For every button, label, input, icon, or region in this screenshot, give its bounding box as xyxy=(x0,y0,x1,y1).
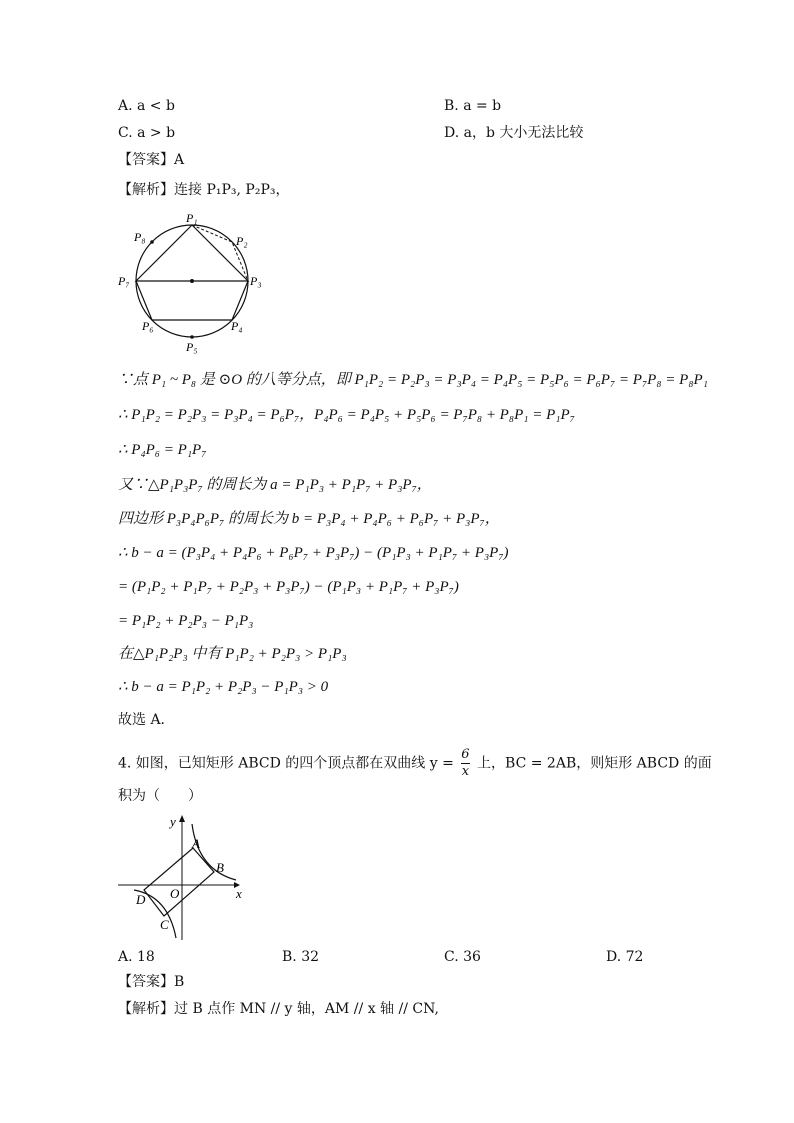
q4-fraction xyxy=(461,747,469,780)
label-o: O xyxy=(170,886,180,901)
q4-stem-line2: 积为（ ） xyxy=(118,788,202,804)
step-10: ∴ b − a = P₁P₂ + P₂P₃ − P₁P₃ > 0 xyxy=(118,679,329,695)
q4-option-a: A. 18 xyxy=(118,949,155,965)
label-b: B xyxy=(216,860,224,875)
step-9: 在△P₁P₂P₃ 中有 P₁P₂ + P₂P₃ > P₁P₃ xyxy=(118,646,347,662)
p8-dot xyxy=(150,240,154,244)
y-arrow xyxy=(179,815,185,822)
label-c: C xyxy=(160,917,169,932)
label-p4: P₄ xyxy=(231,319,243,333)
q4-option-c: C. 36 xyxy=(444,949,481,965)
frac-num: 6 xyxy=(461,747,470,762)
step-11: 故选 A． xyxy=(118,712,175,728)
label-p6: P₆ xyxy=(142,319,154,333)
label-p8: P₈ xyxy=(134,230,146,244)
label-p1: P₁ xyxy=(186,211,198,225)
analysis-q4: 【解析】过 B 点作 MN // y 轴，AM // x 轴 // CN, xyxy=(118,1001,439,1017)
step-7: = (P₁P₂ + P₁P₇ + P₂P₃ + P₃P₇) − (P₁P₃ + P₁P₇ + P₃P₇) xyxy=(118,579,459,595)
p5-dot xyxy=(190,335,194,339)
answer-q3: 【答案】A xyxy=(118,152,185,168)
label-d: D xyxy=(136,892,146,907)
label-p5: P₅ xyxy=(186,340,198,354)
option-d: D. a，b 大小无法比较 xyxy=(444,125,584,141)
q4-stem-part2: 上，BC = 2AB，则矩形 ABCD 的面 xyxy=(477,755,712,772)
q4-option-d: D. 72 xyxy=(606,949,644,965)
option-a: A. a < b xyxy=(118,98,175,114)
label-a: A xyxy=(192,836,200,851)
q4-stem-part1: 4. 如图，已知矩形 ABCD 的四个顶点都在双曲线 y = xyxy=(118,755,454,772)
octagon-figure xyxy=(112,205,272,355)
center-dot xyxy=(190,279,194,283)
step-4: 又∵△P₁P₃P₇ 的周长为 a = P₁P₃ + P₁P₇ + P₃P₇， xyxy=(118,477,432,493)
option-c: C. a > b xyxy=(118,125,176,141)
step-8: = P₁P₂ + P₂P₃ − P₁P₃ xyxy=(118,613,254,629)
step-2: ∴ P₁P₂ = P₂P₃ = P₃P₄ = P₆P₇，P₄P₆ = P₄P₅ + P₅P₆ = P₇P₈ + P₈P₁ = P₁P₇ xyxy=(118,407,575,423)
label-p7: P₇ xyxy=(118,274,130,288)
step-6: ∴ b − a = (P₃P₄ + P₄P₆ + P₆P₇ + P₃P₇) − (P₁P₃ + P₁P₇ + P₃P₇) xyxy=(118,545,509,561)
step-5: 四边形 P₃P₄P₆P₇ 的周长为 b = P₃P₄ + P₄P₆ + P₆P₇ + P₃P₇， xyxy=(118,511,500,527)
answer-q4: 【答案】B xyxy=(118,974,185,990)
analysis-intro-q3: 【解析】连接 P₁P₃, P₂P₃， xyxy=(118,182,290,198)
label-x: x xyxy=(236,886,242,901)
triangle-p1p3p7 xyxy=(136,225,248,281)
q4-stem xyxy=(118,747,712,780)
label-p3: P₃ xyxy=(250,274,262,288)
frac-den: x xyxy=(461,764,470,779)
label-y: y xyxy=(170,814,176,829)
step-1: ∵点 P₁ ~ P₈ 是 ⊙O 的八等分点，即 P₁P₂ = P₂P₃ = P₃P₄ = P₄P₅ = P₅P₆ = P₆P₇ = P₇P₈ = P₈P₁ xyxy=(118,372,708,388)
quad-p3p4p6p7 xyxy=(136,281,248,320)
hyperbola-figure xyxy=(112,812,252,944)
label-p2: P₂ xyxy=(236,234,248,248)
step-3: ∴ P₄P₆ = P₁P₇ xyxy=(118,442,207,458)
option-b: B. a = b xyxy=(444,98,502,114)
q4-option-b: B. 32 xyxy=(282,949,320,965)
